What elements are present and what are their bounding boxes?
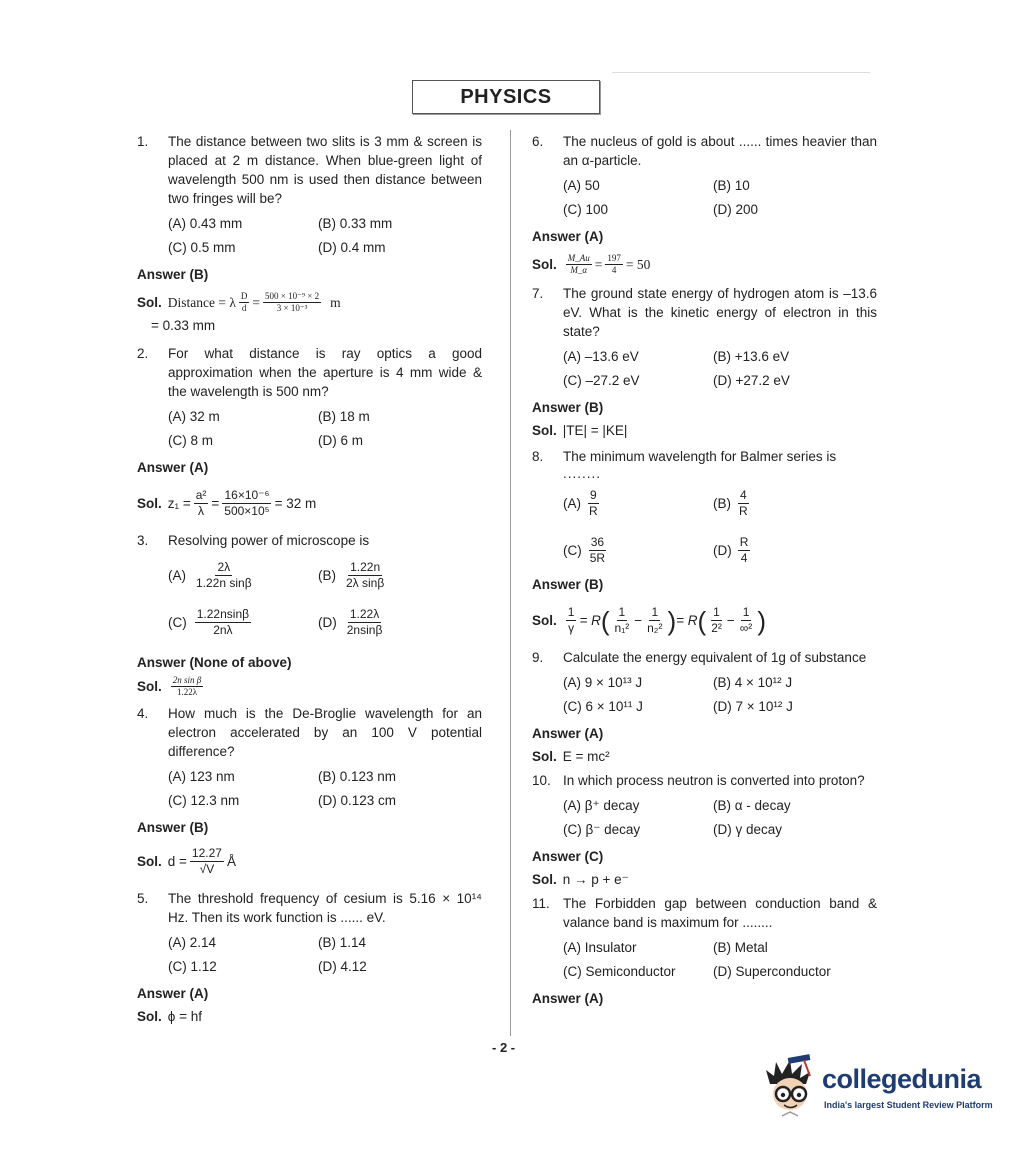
- solution-label: Sol.: [137, 294, 162, 310]
- fraction: [194, 560, 254, 591]
- numerator: R: [739, 534, 749, 549]
- question-text: For what distance is ray optics a good approximation when the aperture is 4 mm wide & the wavelength is 500 nm?: [168, 346, 482, 399]
- denominator: 2nλ: [213, 622, 233, 637]
- option-d: (D) 200: [713, 202, 759, 217]
- option-b: (B) 1.14: [318, 935, 367, 950]
- solution: [137, 675, 482, 698]
- option-d: (D) 0.4 mm: [318, 240, 386, 255]
- fraction: [190, 846, 224, 877]
- question-text: The ground state energy of hydrogen atom is –13.6 eV. What is the kinetic energy of electron in this state?: [563, 286, 877, 339]
- denominator: ∞²: [739, 621, 753, 635]
- equals-r: = R: [579, 612, 601, 628]
- denominator: 4: [611, 265, 617, 275]
- close-paren: ): [757, 605, 766, 636]
- options: [563, 176, 877, 219]
- option-a: (A) 2.14: [168, 935, 217, 950]
- fraction: [344, 560, 386, 591]
- equals-sign: =: [594, 256, 603, 272]
- solution-label: Sol.: [137, 495, 162, 511]
- option-c: (C) 0.5 mm: [168, 240, 236, 255]
- numerator: 1: [567, 605, 575, 619]
- question-number: 1.: [137, 134, 149, 149]
- answer: Answer (C): [532, 849, 604, 864]
- top-rule: [612, 72, 870, 73]
- column-divider: [510, 130, 511, 1036]
- solution-lhs: d =: [167, 853, 187, 869]
- solution: [137, 488, 482, 519]
- solution-lhs: z₁ =: [167, 495, 191, 511]
- option-c: (C) β⁻ decay: [563, 822, 641, 837]
- fraction: [171, 675, 204, 698]
- unit: m: [330, 294, 341, 310]
- question-4: [137, 704, 482, 761]
- equals-sign: =: [252, 294, 261, 310]
- denominator: n₂²: [647, 621, 663, 635]
- option-a: (A) 0.43 mm: [168, 216, 243, 231]
- question-2: [137, 344, 482, 401]
- denominator: n₁²: [614, 621, 630, 635]
- option-a: (A) 9 × 10¹³ J: [563, 675, 643, 690]
- fraction: [709, 605, 724, 636]
- numerator: 9: [589, 487, 597, 502]
- option-label: (D): [318, 614, 337, 630]
- blank-dots: ........: [563, 466, 602, 481]
- solution-label: Sol.: [532, 423, 557, 438]
- question-number: 11.: [532, 896, 550, 911]
- solution: [137, 1007, 482, 1027]
- option-d: (D) 7 × 10¹² J: [713, 699, 793, 714]
- question-text: Resolving power of microscope is: [168, 533, 370, 548]
- option-a: [563, 482, 713, 524]
- numerator: 4: [739, 487, 747, 502]
- solution-text: ϕ = hf: [167, 1009, 202, 1024]
- answer: Answer (B): [137, 820, 209, 835]
- option-label: (C): [563, 542, 582, 558]
- options: [168, 767, 482, 810]
- solution-label: Sol.: [137, 1009, 162, 1024]
- solution: [532, 870, 877, 890]
- option-b: (B) α - decay: [713, 798, 791, 813]
- fraction: [566, 605, 577, 636]
- denominator: 5R: [589, 550, 606, 565]
- numerator: D: [240, 291, 248, 301]
- solution-label: Sol.: [137, 678, 162, 694]
- question-number: 5.: [137, 891, 149, 906]
- fraction: [645, 605, 664, 636]
- question-text: The nucleus of gold is about ...... times heavier than an α-particle.: [563, 134, 877, 168]
- denominator: 4: [740, 550, 748, 565]
- option-c: [563, 529, 713, 571]
- denominator: 2²: [711, 621, 722, 635]
- denominator: d: [241, 303, 247, 313]
- option-c: (C) 12.3 nm: [168, 793, 240, 808]
- option-label: (B): [713, 495, 731, 511]
- options: [563, 347, 877, 390]
- option-d: [713, 529, 873, 571]
- question-7: [532, 284, 877, 341]
- question-text: The Forbidden gap between conduction band & valance band is maximum for ........: [563, 896, 877, 930]
- option-b: (B) 4 × 10¹² J: [713, 675, 793, 690]
- option-a: (A) –13.6 eV: [563, 349, 639, 364]
- question-number: 10.: [532, 773, 551, 788]
- option-label: (D): [713, 542, 732, 558]
- question-number: 6.: [532, 134, 544, 149]
- question-10: [532, 771, 877, 790]
- denominator: √V: [199, 862, 215, 876]
- option-c: [168, 601, 318, 643]
- fraction: [222, 488, 271, 519]
- fraction: [737, 488, 750, 519]
- solution-label: Sol.: [532, 256, 557, 272]
- option-d: (D) 0.123 cm: [318, 793, 397, 808]
- denominator: γ: [568, 621, 575, 635]
- question-6: [532, 132, 877, 170]
- solution-result: = 32 m: [274, 495, 317, 511]
- option-b: (B) +13.6 eV: [713, 349, 790, 364]
- question-text: The minimum wavelength for Balmer series is: [563, 449, 837, 464]
- numerator: 1: [618, 605, 626, 619]
- numerator: 500 × 10⁻⁹ × 2: [265, 291, 320, 301]
- option-a: [168, 554, 318, 596]
- option-a: (A) 32 m: [168, 409, 220, 424]
- option-d: (D) Superconductor: [713, 964, 831, 979]
- answer: Answer (A): [137, 460, 209, 475]
- option-b: [318, 554, 478, 596]
- solution-result: = 50: [625, 256, 651, 272]
- solution: [137, 846, 482, 877]
- options: [168, 554, 482, 643]
- open-paren: (: [600, 605, 610, 636]
- option-c: (C) 1.12: [168, 959, 217, 974]
- numerator: 1: [713, 605, 720, 619]
- fraction: [239, 291, 250, 314]
- option-b: (B) 0.123 nm: [318, 769, 397, 784]
- solution-text: n → p + e⁻: [562, 872, 629, 887]
- question-text: The threshold frequency of cesium is 5.16 × 10¹⁴ Hz. Then its work function is ...... eV.: [168, 891, 482, 925]
- numerator: 12.27: [191, 846, 222, 860]
- numerator: 1.22λ: [349, 606, 380, 621]
- denominator: R: [589, 503, 598, 518]
- option-b: (B) 10: [713, 178, 750, 193]
- solution-text: |TE| = |KE|: [562, 423, 628, 438]
- question-11: [532, 894, 877, 932]
- option-c: (C) Semiconductor: [563, 964, 676, 979]
- answer: Answer (B): [137, 267, 209, 282]
- numerator: 36: [590, 534, 605, 549]
- minus-sign: −: [634, 612, 643, 628]
- answer: Answer (A): [532, 726, 604, 741]
- solution: [532, 747, 877, 767]
- denominator: R: [739, 503, 748, 518]
- open-paren: (: [697, 605, 707, 636]
- collegedunia-logo[interactable]: [764, 1052, 994, 1124]
- subject-title: PHYSICS: [412, 80, 600, 114]
- option-a: (A) β⁺ decay: [563, 798, 640, 813]
- numerator: 2λ: [217, 559, 231, 574]
- logo-name: collegedunia: [822, 1064, 982, 1094]
- fraction: [605, 253, 623, 276]
- option-c: (C) –27.2 eV: [563, 373, 640, 388]
- numerator: 1: [742, 605, 750, 619]
- question-text: How much is the De-Broglie wavelength for an electron accelerated by an 100 V potential difference?: [168, 706, 482, 759]
- fraction: [194, 488, 209, 519]
- minus-sign: −: [726, 612, 735, 628]
- fraction: [613, 605, 632, 636]
- question-1: [137, 132, 482, 208]
- question-number: 7.: [532, 286, 544, 301]
- solution-label: Sol.: [532, 749, 557, 764]
- solution-label: Sol.: [532, 872, 557, 887]
- answer: Answer (B): [532, 577, 604, 592]
- option-d: (D) 4.12: [318, 959, 367, 974]
- option-label: (A): [168, 567, 186, 583]
- option-label: (A): [563, 495, 581, 511]
- denominator: 1.22λ: [176, 687, 198, 697]
- question-text: In which process neutron is converted into proton?: [563, 773, 865, 788]
- option-c: (C) 8 m: [168, 433, 213, 448]
- solution: [532, 253, 877, 276]
- question-number: 8.: [532, 449, 544, 464]
- option-a: (A) 50: [563, 178, 600, 193]
- fraction: [566, 253, 592, 276]
- numerator: 1.22n: [350, 559, 381, 574]
- solution-result: = 0.33 mm: [151, 318, 216, 333]
- option-b: (B) Metal: [713, 940, 768, 955]
- fraction: [345, 607, 385, 638]
- numerator: 2n sin β: [172, 675, 202, 685]
- option-b: [713, 482, 873, 524]
- option-d: (D) 6 m: [318, 433, 363, 448]
- solution: [532, 421, 877, 441]
- solution: [137, 291, 482, 314]
- numerator: a²: [195, 488, 207, 502]
- question-number: 2.: [137, 346, 149, 361]
- option-d: (D) γ decay: [713, 822, 783, 837]
- answer: Answer (A): [532, 229, 604, 244]
- denominator: 2nsinβ: [346, 622, 383, 637]
- options: [168, 933, 482, 976]
- answer: Answer (A): [532, 991, 604, 1006]
- mascot-icon: [764, 1054, 822, 1120]
- numerator: M_Au: [567, 253, 590, 263]
- question-text: Calculate the energy equivalent of 1g of substance: [563, 650, 867, 665]
- option-d: [318, 601, 478, 643]
- equals-sign: =: [211, 495, 220, 511]
- question-text: The distance between two slits is 3 mm & screen is placed at 2 m distance. When blue-green light of wavelength 500 nm is used then distance between two fringes will be?: [168, 134, 482, 206]
- solution-label: Sol.: [137, 853, 162, 869]
- question-number: 9.: [532, 650, 544, 665]
- close-paren: ): [667, 605, 677, 636]
- question-5: [137, 889, 482, 927]
- options: [168, 407, 482, 450]
- answer: Answer (B): [532, 400, 604, 415]
- fraction: [587, 488, 600, 519]
- numerator: 1: [651, 605, 659, 619]
- denominator: 3 × 10⁻³: [276, 303, 308, 313]
- unit: Å: [226, 853, 236, 869]
- fraction: [588, 535, 607, 566]
- answer: Answer (A): [137, 986, 209, 1001]
- numerator: 1.22nsinβ: [196, 606, 250, 621]
- question-9: [532, 648, 877, 667]
- solution-label: Sol.: [532, 612, 557, 628]
- denominator: M_α: [570, 265, 588, 275]
- option-a: (A) Insulator: [563, 940, 637, 955]
- option-c: (C) 6 × 10¹¹ J: [563, 699, 643, 714]
- solution: [532, 605, 877, 636]
- option-label: (C): [168, 614, 187, 630]
- solution-text: E = mc²: [562, 749, 610, 764]
- numerator: 16×10⁻⁶: [224, 488, 270, 502]
- option-b: (B) 0.33 mm: [318, 216, 393, 231]
- denominator: 2λ sinβ: [346, 575, 385, 590]
- fraction: [738, 605, 755, 636]
- option-d: (D) +27.2 eV: [713, 373, 790, 388]
- logo-tagline: India's largest Student Review Platform: [824, 1100, 993, 1110]
- option-b: (B) 18 m: [318, 409, 370, 424]
- options: [563, 482, 877, 571]
- option-a: (A) 123 nm: [168, 769, 235, 784]
- option-label: (B): [318, 567, 336, 583]
- equals-r: = R: [676, 612, 698, 628]
- answer: Answer (None of above): [137, 655, 292, 670]
- page-number: - 2 -: [492, 1040, 516, 1055]
- fraction: [195, 607, 251, 638]
- left-column: [137, 132, 482, 1027]
- question-number: 4.: [137, 706, 149, 721]
- options: [563, 938, 877, 981]
- question-8: [532, 447, 877, 466]
- fraction: [263, 291, 321, 314]
- denominator: λ: [198, 504, 205, 518]
- question-number: 3.: [137, 533, 149, 548]
- denominator: 1.22n sinβ: [196, 575, 252, 590]
- solution-prefix: Distance = λ: [167, 294, 236, 310]
- numerator: 197: [607, 253, 621, 263]
- fraction: [738, 535, 751, 566]
- option-c: (C) 100: [563, 202, 609, 217]
- options: [563, 796, 877, 839]
- right-column: [532, 132, 877, 1009]
- question-3: [137, 531, 482, 550]
- denominator: 500×10⁵: [224, 504, 270, 518]
- options: [168, 214, 482, 257]
- options: [563, 673, 877, 716]
